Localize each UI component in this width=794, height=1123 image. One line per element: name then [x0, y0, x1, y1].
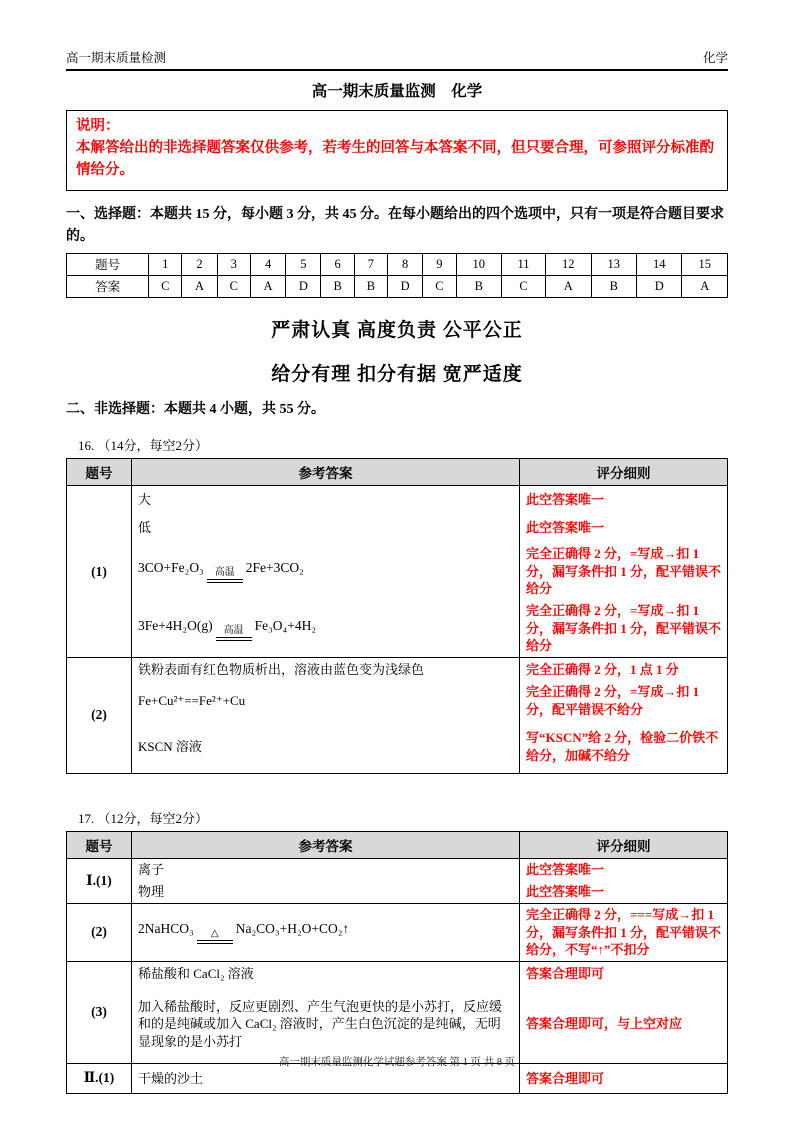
- answer-cell: 低: [131, 512, 519, 542]
- double-line-equals-icon: [216, 637, 252, 641]
- question-number-cell: 9: [423, 253, 456, 275]
- page-header: [66, 48, 728, 71]
- section-2-heading: 二、非选择题：本题共 4 小题，共 55 分。: [66, 401, 325, 417]
- question-part-number: (2): [67, 903, 131, 961]
- column-header-answer: 参考答案: [131, 459, 519, 486]
- slogan-line-1: 严肃认真 高度负责 公平公正: [271, 319, 523, 341]
- answer-cell: A: [182, 275, 217, 297]
- equation-left: 2NaHCO₃: [138, 921, 194, 937]
- question-number-cell: 4: [250, 253, 285, 275]
- section-1-heading: 一、选择题：本题共 15 分，每小题 3 分，共 45 分。在每小题给出的四个选项中，只有一项是符合题目要求的。: [66, 207, 724, 244]
- question-number-cell: 8: [387, 253, 422, 275]
- question-16-table: [66, 458, 728, 774]
- rubric-cell: 写“KSCN”给 2 分，检验二价铁不给分，加碱不给分: [519, 721, 727, 773]
- answer-cell: C: [501, 275, 545, 297]
- equation-left: 3CO+Fe₂O₃: [138, 560, 204, 576]
- answer-cell: 稀盐酸和 CaCl₂ 溶液: [131, 961, 519, 985]
- question-number-cell: 3: [217, 253, 250, 275]
- answer-cell: KSCN 溶液: [131, 721, 519, 773]
- answer-letter-row: [67, 275, 728, 297]
- column-header-answer: 参考答案: [131, 832, 519, 859]
- question-number-cell: 5: [286, 253, 321, 275]
- rubric-cell: 完全正确得 2 分，===写成→扣 1 分，漏写条件扣 1 分，配平错误不给分，不写“↑”不扣分: [519, 903, 727, 961]
- question-number-row: [67, 253, 728, 275]
- chemical-equation: [138, 920, 349, 944]
- notice-box: [66, 110, 728, 191]
- answer-cell: D: [286, 275, 321, 297]
- answer-cell: [131, 903, 519, 961]
- double-line-equals-icon: [207, 579, 243, 583]
- rubric-cell: 此空答案唯一: [519, 859, 727, 881]
- rubric-cell: 答案合理即可: [519, 1063, 727, 1093]
- slogan-line-2: 给分有理 扣分有据 宽严适度: [271, 363, 523, 385]
- answer-cell: 干燥的沙土: [131, 1063, 519, 1093]
- choice-answers-table: [66, 253, 728, 298]
- rubric-cell: 此空答案唯一: [519, 881, 727, 903]
- answer-cell: D: [636, 275, 681, 297]
- question-part-number: (2): [67, 657, 131, 773]
- rubric-cell: 答案合理即可: [519, 961, 727, 985]
- answer-cell: C: [217, 275, 250, 297]
- question-part-number: Ⅱ.(1): [67, 1063, 131, 1093]
- answer-cell: 加入稀盐酸时，反应更剧烈、产生气泡更快的是小苏打，反应缓和的是纯碱或加入 CaCl₂ 溶液时，产生白色沉淀的是纯碱，无明显现象的是小苏打: [131, 985, 519, 1063]
- equals-with-condition: [197, 928, 233, 944]
- question-part-number: (1): [91, 563, 107, 579]
- rubric-cell: 完全正确得 2 分，=写成→扣 1 分，漏写条件扣 1 分，配平错误不给分: [519, 542, 727, 600]
- answer-cell: B: [591, 275, 636, 297]
- answer-cell: 铁粉表面有红色物质析出，溶液由蓝色变为浅绿色: [131, 657, 519, 681]
- question-number-cell: 11: [501, 253, 545, 275]
- equals-with-condition: [207, 567, 243, 583]
- column-header-rubric: 评分细则: [519, 832, 727, 859]
- equation-left: 3Fe+4H₂O(g): [138, 617, 213, 633]
- rubric-cell: 完全正确得 2 分，=写成→扣 1 分，配平错误不给分: [519, 681, 727, 721]
- chemical-equation: [138, 559, 304, 583]
- question-number-cell: 12: [546, 253, 591, 275]
- notice-label: 说明：: [76, 118, 120, 134]
- rubric-cell: 此空答案唯一: [519, 512, 727, 542]
- question-number-cell: 1: [149, 253, 182, 275]
- question-number-cell: 10: [456, 253, 501, 275]
- answer-cell: Fe+Cu²⁺==Fe²⁺+Cu: [131, 681, 519, 721]
- question-part-number: (3): [67, 961, 131, 1063]
- question-number-cell: 2: [182, 253, 217, 275]
- notice-body: 本解答给出的非选择题答案仅供参考，若考生的回答与本答案不同，但只要合理，可参照评分标准酌情给分。: [76, 139, 714, 178]
- column-header-number: 题号: [67, 832, 131, 859]
- question-number-cell: 6: [321, 253, 354, 275]
- equation-right: Fe₃O₄+4H₂: [254, 617, 317, 633]
- reaction-condition: 高温: [214, 567, 235, 579]
- page-footer: 高一期末质量监测化学试题参考答案 第 1 页 共 8 页: [278, 1057, 516, 1068]
- rubric-cell: 完全正确得 2 分，=写成→扣 1 分，漏写条件扣 1 分，配平错误不给分: [519, 600, 727, 657]
- chemical-equation: [138, 617, 316, 641]
- reaction-condition: 高温: [223, 624, 244, 636]
- equation-right: Na₂CO₃+H₂O+CO₂↑: [235, 921, 350, 937]
- answer-cell: [131, 600, 519, 657]
- column-header-rubric: 评分细则: [519, 459, 727, 486]
- answer-cell: B: [321, 275, 354, 297]
- answer-cell: A: [250, 275, 285, 297]
- answer-cell: 离子: [131, 859, 519, 881]
- rubric-cell: 完全正确得 2 分，1 点 1 分: [519, 657, 727, 681]
- answer-cell: [131, 542, 519, 600]
- answer-cell: C: [149, 275, 182, 297]
- column-header-number: 题号: [67, 459, 131, 486]
- equation-right: 2Fe+3CO₂: [245, 560, 304, 576]
- answer-cell: A: [546, 275, 591, 297]
- header-right-text: 化学: [702, 51, 728, 65]
- rubric-cell: 答案合理即可，与上空对应: [519, 985, 727, 1063]
- answer-cell: B: [456, 275, 501, 297]
- question-17-caption: 17. （12分，每空2分）: [78, 810, 209, 826]
- answer-cell: D: [387, 275, 422, 297]
- question-number-cell: 15: [682, 253, 728, 275]
- row-header-cell: 题号: [67, 253, 149, 275]
- answer-cell: A: [682, 275, 728, 297]
- equals-with-condition: [216, 625, 252, 641]
- row-header-cell: 答案: [67, 275, 149, 297]
- answer-cell: 大: [131, 486, 519, 512]
- question-16-caption: 16. （14分，每空2分）: [78, 438, 209, 454]
- question-number-cell: 7: [354, 253, 387, 275]
- rubric-cell: 此空答案唯一: [519, 486, 727, 512]
- question-number-cell: 13: [591, 253, 636, 275]
- document-title: 高一期末质量监测 化学: [311, 83, 483, 100]
- reaction-condition: △: [210, 928, 219, 940]
- double-line-equals-icon: [197, 940, 233, 944]
- question-number-cell: 14: [636, 253, 681, 275]
- answer-cell: B: [354, 275, 387, 297]
- answer-cell: C: [423, 275, 456, 297]
- header-left-text: 高一期末质量检测: [66, 51, 167, 65]
- question-part-number: Ⅰ.(1): [86, 872, 112, 888]
- answer-cell: 物理: [131, 881, 519, 903]
